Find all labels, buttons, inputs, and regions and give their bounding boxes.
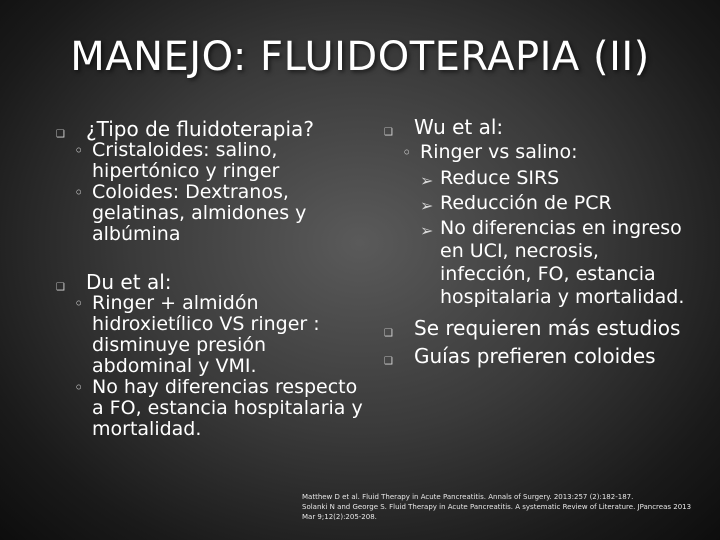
slide-title: MANEJO: FLUIDOTERAPIA (II) xyxy=(70,34,650,80)
left-column xyxy=(56,118,366,440)
sub-bullet-coloides xyxy=(56,182,366,245)
bullet-text: Se requieren más estudios xyxy=(414,316,681,340)
square-bullet-icon: ❑ xyxy=(384,356,393,367)
reference-2: Solanki N and George S. Fluid Therapy in Acute Pancreatitis. A systematic Review of Literature. JPancreas 2013 Mar 9;12(2):205-208. xyxy=(302,503,692,521)
circle-bullet-icon: ◦ xyxy=(402,143,412,162)
bullet-text: Wu et al: xyxy=(414,115,504,139)
circle-bullet-icon: ◦ xyxy=(74,183,84,202)
circle-bullet-icon: ◦ xyxy=(74,294,84,313)
sub-bullet-text: Ringer + almidón hidroxietílico VS ringer : disminuye presión abdominal y VMI. xyxy=(92,292,320,377)
sub-bullet-text: Coloides: Dextranos, gelatinas, almidones y albúmina xyxy=(92,181,307,245)
circle-bullet-icon: ◦ xyxy=(74,141,84,160)
arrow-bullet-icon: ➢ xyxy=(420,171,434,190)
arrow-bullet-icon: ➢ xyxy=(420,221,434,240)
square-bullet-icon: ❑ xyxy=(384,328,393,339)
sub-sub-bullet-text: Reducción de PCR xyxy=(440,192,612,214)
bullet-text: Guías prefieren coloides xyxy=(414,344,656,368)
square-bullet-icon: ❑ xyxy=(56,129,65,140)
references xyxy=(302,492,702,522)
bullet-tipo xyxy=(56,118,366,140)
square-bullet-icon: ❑ xyxy=(384,127,393,138)
sub-sub-bullet-text: Reduce SIRS xyxy=(440,167,560,189)
sub-sub-bullet-sirs xyxy=(384,167,704,190)
bullet-guias xyxy=(384,345,704,367)
square-bullet-icon: ❑ xyxy=(56,282,65,293)
right-column xyxy=(384,116,704,367)
sub-sub-bullet-no-diferencias xyxy=(384,217,704,309)
circle-bullet-icon: ◦ xyxy=(74,378,84,397)
sub-sub-bullet-pcr xyxy=(384,192,704,215)
sub-bullet-ringer-almidon xyxy=(56,293,366,377)
reference-1: Matthew D et al. Fluid Therapy in Acute Pancreatitis. Annals of Surgery. 2013:257 (2):182-187. xyxy=(302,493,634,501)
sub-bullet-text: Cristaloides: salino, hipertónico y ringer xyxy=(92,139,280,182)
sub-bullet-text: No hay diferencias respecto a FO, estancia hospitalaria y mortalidad. xyxy=(92,376,363,440)
sub-bullet-no-diferencias xyxy=(56,377,366,440)
sub-bullet-ringer-vs-salino xyxy=(384,142,704,163)
bullet-du xyxy=(56,271,366,293)
bullet-text: Du et al: xyxy=(86,270,172,294)
bullet-text: ¿Tipo de fluidoterapia? xyxy=(86,117,314,141)
sub-bullet-cristaloides xyxy=(56,140,366,182)
arrow-bullet-icon: ➢ xyxy=(420,196,434,215)
bullet-wu xyxy=(384,116,704,138)
bullet-mas-estudios xyxy=(384,317,704,339)
sub-bullet-text: Ringer vs salino: xyxy=(420,141,578,163)
sub-sub-bullet-text: No diferencias en ingreso en UCI, necrosis, infección, FO, estancia hospitalaria y mortalidad. xyxy=(440,217,685,308)
